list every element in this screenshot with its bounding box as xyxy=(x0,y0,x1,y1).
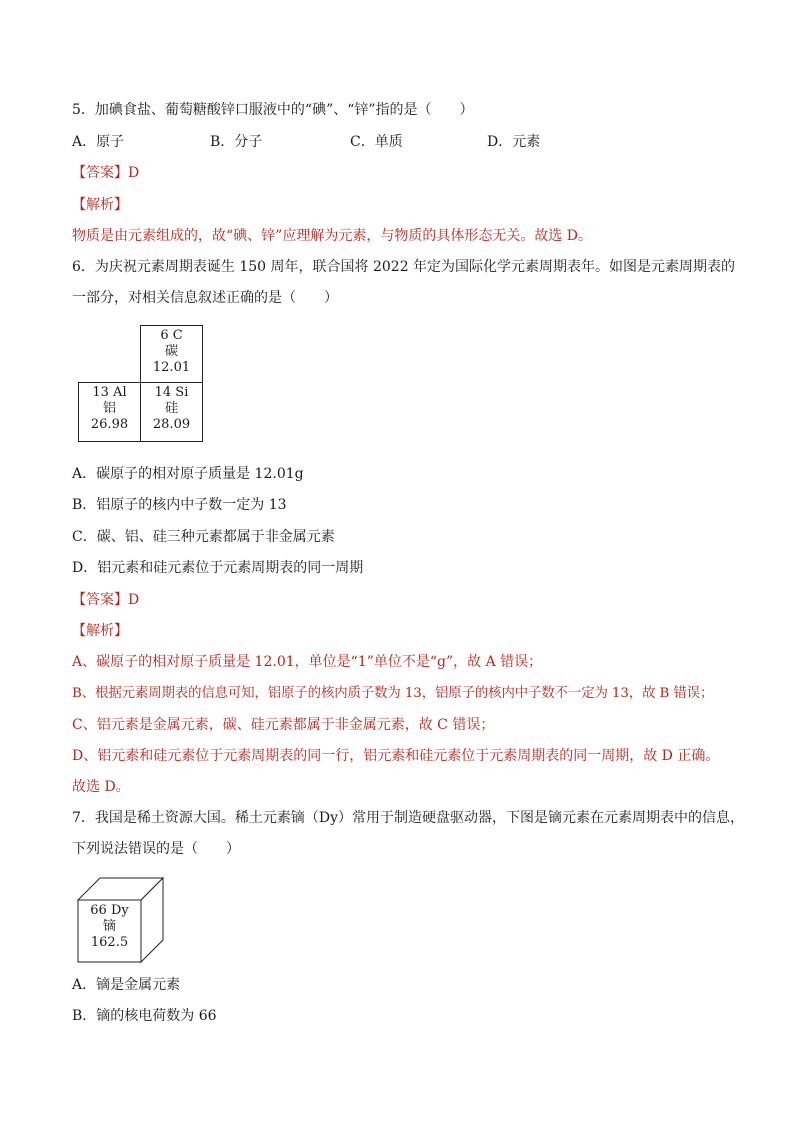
silicon-name: 硅 xyxy=(164,401,178,416)
carbon-mass: 12.01 xyxy=(152,360,191,375)
silicon-mass: 28.09 xyxy=(152,417,191,432)
aluminium-name: 铝 xyxy=(102,401,116,416)
q6-option-d: D．铝元素和硅元素位于元素周期表的同一周期 xyxy=(72,560,364,576)
q5-analysis-label: 【解析】 xyxy=(72,197,128,213)
q6-analysis-conclusion: 故选 D。 xyxy=(72,779,130,795)
q7-option-a: A．镝是金属元素 xyxy=(72,977,181,993)
q6-option-a: A．碳原子的相对原子质量是 12.01g xyxy=(72,466,304,482)
q6-option-c: C．碳、铝、硅三种元素都属于非金属元素 xyxy=(72,529,335,545)
carbon-number-symbol: 6 C xyxy=(160,328,183,343)
carbon-name: 碳 xyxy=(164,344,178,359)
q5-option-d: D．元素 xyxy=(487,134,541,150)
periodic-cell-carbon xyxy=(140,325,203,383)
q7-stem-line1: 7．我国是稀土资源大国。稀土元素镝（Dy）常用于制造硬盘驱动器，下图是镝元素在元素周期表中的信息， xyxy=(72,810,745,826)
q6-option-b: B．铝原子的核内中子数一定为 13 xyxy=(72,497,287,513)
q5-analysis: 物质是由元素组成的，故“碘、锌”应理解为元素，与物质的具体形态无关。故选 D。 xyxy=(72,228,592,244)
q5-option-c: C．单质 xyxy=(350,134,403,150)
periodic-cell-dysprosium xyxy=(78,900,141,962)
q6-analysis-line-d: D、铝元素和硅元素位于元素周期表的同一行，铝元素和硅元素位于元素周期表的同一周期，故 D 正确。 xyxy=(72,748,720,764)
q6-answer: 【答案】D xyxy=(72,592,140,608)
q7-stem-line2: 下列说法错误的是（ ） xyxy=(72,841,240,857)
q6-stem-line2: 一部分，对相关信息叙述正确的是（ ） xyxy=(72,290,338,306)
periodic-cell-aluminium xyxy=(78,382,141,442)
q6-analysis-line-c: C、铝元素是金属元素，碳、硅元素都属于非金属元素，故 C 错误； xyxy=(72,717,495,733)
q5-answer: 【答案】D xyxy=(72,165,140,181)
q6-analysis-line-a: A、碳原子的相对原子质量是 12.01，单位是“1”单位不是“g”，故 A 错误； xyxy=(72,654,543,670)
q6-stem-line1: 6．为庆祝元素周期表诞生 150 周年，联合国将 2022 年定为国际化学元素周期表年。如图是元素周期表的 xyxy=(72,259,736,275)
q5-option-a: A．原子 xyxy=(72,134,125,150)
q7-option-b: B．镝的核电荷数为 66 xyxy=(72,1008,217,1024)
dysprosium-name: 镝 xyxy=(102,919,116,934)
periodic-cell-silicon xyxy=(140,382,203,442)
silicon-number-symbol: 14 Si xyxy=(154,385,189,400)
q5-stem: 5．加碘食盐、葡萄糖酸锌口服液中的“碘”、“锌”指的是（ ） xyxy=(72,102,474,118)
dysprosium-number-symbol: 66 Dy xyxy=(90,903,129,918)
q6-analysis-line-b: B、根据元素周期表的信息可知，铝原子的核内质子数为 13，铝原子的核内中子数不一定为 13，故 B 错误； xyxy=(72,686,714,701)
aluminium-number-symbol: 13 Al xyxy=(92,385,127,400)
dysprosium-mass: 162.5 xyxy=(90,935,129,950)
q6-analysis-label: 【解析】 xyxy=(72,623,128,639)
aluminium-mass: 26.98 xyxy=(90,417,129,432)
q5-option-b: B．分子 xyxy=(210,134,263,150)
